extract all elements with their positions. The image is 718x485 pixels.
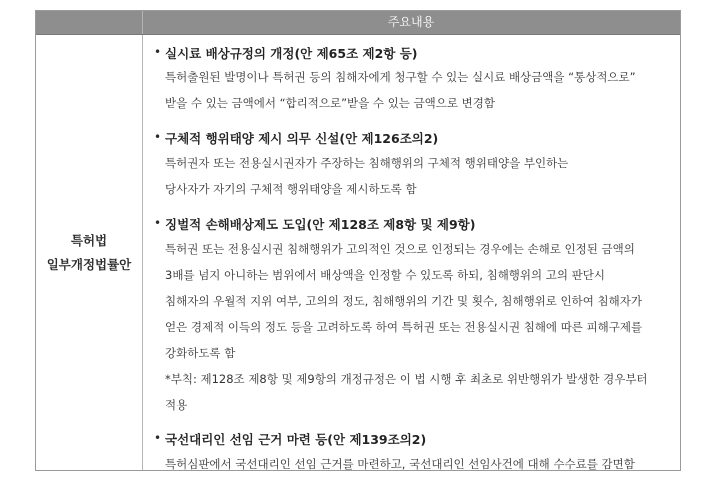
- bill-name-line-2: 일부개정법률안: [46, 256, 132, 272]
- item-line: 당사자가 자기의 구체적 행위태양을 제시하도록 함: [165, 182, 417, 196]
- item-title: 구체적 행위태양 제시 의무 신설(안 제126조의2): [165, 131, 439, 146]
- header-title: 주요내용: [387, 15, 435, 29]
- table-header: [36, 11, 680, 35]
- bullet-icon: •: [154, 431, 162, 445]
- item-line: 3배를 넘지 아니하는 범위에서 배상액을 인정할 수 있도록 하되, 침해행위의 고의 판단시: [165, 268, 605, 282]
- header-left-cell: [36, 11, 143, 34]
- summary-table: [35, 10, 681, 471]
- item-line: 특허권 또는 전용실시권 침해행위가 고의적인 것으로 인정되는 경우에는 손해로 인정된 금액의: [165, 242, 635, 256]
- item-line: 특허출원된 발명이나 특허권 등의 침해자에게 청구할 수 있는 실시료 배상금액을 “통상적으로”: [165, 70, 636, 84]
- item-title: 징벌적 손해배상제도 도입(안 제128조 제8항 및 제9항): [165, 217, 476, 232]
- content-cell: [143, 35, 680, 470]
- bill-name-cell: [36, 35, 143, 470]
- item-line: 받을 수 있는 금액에서 “합리적으로”받을 수 있는 금액으로 변경함: [165, 96, 495, 110]
- item-line: 특허심판에서 국선대리인 선임 근거를 마련하고, 국선대리인 선임사건에 대해 수수료를 감면함: [165, 457, 635, 471]
- bullet-icon: •: [154, 216, 162, 230]
- item-note: 적용: [165, 398, 188, 412]
- item-note: *부칙: 제128조 제8항 및 제9항의 개정규정은 이 법 시행 후 최초로 위반행위가 발생한 경우부터: [165, 372, 648, 386]
- bill-name-line-1: 특허법: [70, 232, 108, 248]
- bullet-icon: •: [154, 130, 162, 144]
- item-line: 침해자의 우월적 지위 여부, 고의의 정도, 침해행위의 기간 및 횟수, 침해행위로 인하여 침해자가: [165, 294, 642, 308]
- item-line: 얻은 경제적 이득의 정도 등을 고려하도록 하여 특허권 또는 전용실시권 침해에 따른 피해구제를: [165, 320, 643, 334]
- item-title: 실시료 배상규정의 개정(안 제65조 제2항 등): [165, 46, 418, 61]
- item-line: 특허권자 또는 전용실시권자가 주장하는 침해행위의 구체적 행위태양을 부인하는: [165, 156, 569, 170]
- item-title: 국선대리인 선임 근거 마련 등(안 제139조의2): [165, 432, 427, 447]
- bullet-icon: •: [154, 45, 162, 59]
- item-line: 강화하도록 함: [165, 346, 236, 360]
